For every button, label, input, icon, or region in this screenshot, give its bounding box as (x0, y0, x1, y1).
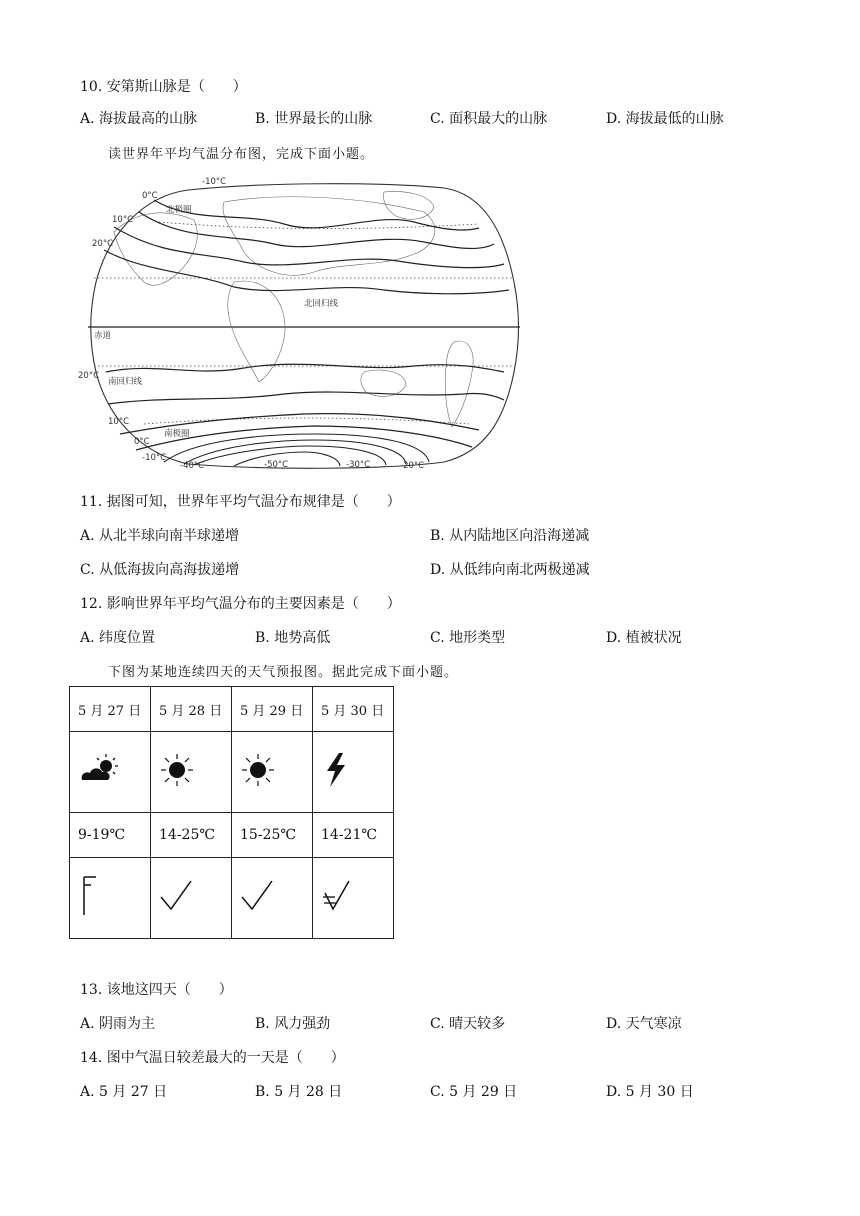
forecast-wind-cell (313, 858, 394, 939)
wind-barb-check-icon (240, 871, 276, 921)
forecast-weather-cell (70, 732, 151, 813)
forecast-date-cell: 5 月 29 日 (232, 687, 313, 732)
question-13-option-d: D. 天气寒凉 (606, 1016, 682, 1032)
question-12-option-c: C. 地形类型 (430, 630, 506, 646)
question-10-option-b: B. 世界最长的山脉 (255, 111, 373, 127)
forecast-temp-cell: 14-25℃ (151, 813, 232, 858)
question-14-option-d: D. 5 月 30 日 (606, 1084, 694, 1100)
map-label-minus50: -50°C (264, 460, 289, 470)
wind-barb-check-icon (159, 871, 195, 921)
question-10-option-a: A. 海拔最高的山脉 (80, 111, 198, 127)
isotherm-north-20 (104, 250, 509, 294)
forecast-temp-cell: 14-21℃ (313, 813, 394, 858)
map-label-0-south: 0°C (134, 437, 150, 447)
forecast-weather-cell (151, 732, 232, 813)
forecast-date-cell: 5 月 30 日 (313, 687, 394, 732)
map-intro-text: 读世界年平均气温分布图，完成下面小题。 (108, 147, 375, 162)
map-label-20-north: 20°C (92, 239, 114, 249)
map-label-20-south: 20°C (78, 371, 100, 381)
coastline-greenland (384, 192, 435, 220)
question-10-stem: 10. 安第斯山脉是（ ） (80, 79, 247, 95)
wind-barb-three-feathers-icon (321, 871, 357, 921)
question-12-stem: 12. 影响世界年平均气温分布的主要因素是（ ） (80, 596, 401, 612)
map-label-antarctic-circle: 南极圈 (164, 429, 190, 439)
forecast-weather-cell (313, 732, 394, 813)
thunderstorm-icon (321, 751, 351, 789)
forecast-date-cell: 5 月 27 日 (70, 687, 151, 732)
wind-barb-one-full-feather-icon (78, 871, 108, 921)
map-label-tropic-capricorn: 南回归线 (108, 377, 143, 387)
forecast-temp-cell: 15-25℃ (232, 813, 313, 858)
world-temperature-map (78, 172, 524, 476)
map-label-10-north: 10°C (112, 215, 134, 225)
partly-cloudy-icon (78, 752, 122, 788)
map-label-minus10-south: -10°C (142, 453, 167, 463)
isotherm-south-10 (108, 392, 504, 404)
weather-forecast-table (69, 686, 394, 939)
question-14-option-a: A. 5 月 27 日 (80, 1084, 168, 1100)
question-11-option-d: D. 从低纬向南北两极递减 (430, 562, 590, 578)
isotherm-antarctic-minus20 (164, 434, 429, 462)
map-label-minus40: -40°C (180, 461, 205, 471)
sunny-icon (240, 752, 276, 788)
forecast-wind-cell (70, 858, 151, 939)
question-10-option-d: D. 海拔最低的山脉 (606, 111, 724, 127)
isotherm-north-0 (139, 212, 494, 248)
isotherm-north-minus10 (154, 200, 479, 230)
question-11-option-a: A. 从北半球向南半球递增 (80, 528, 240, 544)
question-14-option-b: B. 5 月 28 日 (255, 1084, 343, 1100)
map-label-minus20: -20°C (400, 461, 425, 471)
coastline-south-america (445, 341, 473, 427)
map-label-0-north: 0°C (142, 191, 158, 201)
map-label-minus10-top: -10°C (202, 177, 227, 187)
sunny-icon (159, 752, 195, 788)
question-10-option-c: C. 面积最大的山脉 (430, 111, 548, 127)
question-13-option-c: C. 晴天较多 (430, 1016, 506, 1032)
forecast-wind-cell (151, 858, 232, 939)
question-12-option-d: D. 植被状况 (606, 630, 682, 646)
question-13-option-a: A. 阴雨为主 (80, 1016, 156, 1032)
question-12-option-a: A. 纬度位置 (80, 630, 156, 646)
forecast-wind-cell (232, 858, 313, 939)
isotherm-south-20 (106, 364, 504, 372)
forecast-date-cell: 5 月 28 日 (151, 687, 232, 732)
isotherm-north-10 (114, 227, 504, 268)
map-label-equator: 赤道 (94, 331, 112, 341)
forecast-temp-cell: 9-19℃ (70, 813, 151, 858)
map-label-10-south: 10°C (108, 417, 130, 427)
question-12-option-b: B. 地势高低 (255, 630, 331, 646)
question-11-option-b: B. 从内陆地区向沿海递减 (430, 528, 590, 544)
question-11-option-c: C. 从低海拔向高海拔递增 (80, 562, 240, 578)
map-label-minus30: -30°C (346, 460, 371, 470)
question-13-option-b: B. 风力强劲 (255, 1016, 331, 1032)
question-11-stem: 11. 据图可知，世界年平均气温分布规律是（ ） (80, 494, 401, 510)
map-label-arctic-circle: 北极圈 (166, 205, 192, 215)
question-14-option-c: C. 5 月 29 日 (430, 1084, 518, 1100)
question-13-stem: 13. 该地这四天（ ） (80, 982, 233, 998)
forecast-intro-text: 下图为某地连续四天的天气预报图。据此完成下面小题。 (108, 665, 459, 680)
forecast-weather-cell (232, 732, 313, 813)
map-label-tropic-cancer: 北回归线 (304, 299, 339, 309)
question-14-stem: 14. 图中气温日较差最大的一天是（ ） (80, 1050, 345, 1066)
